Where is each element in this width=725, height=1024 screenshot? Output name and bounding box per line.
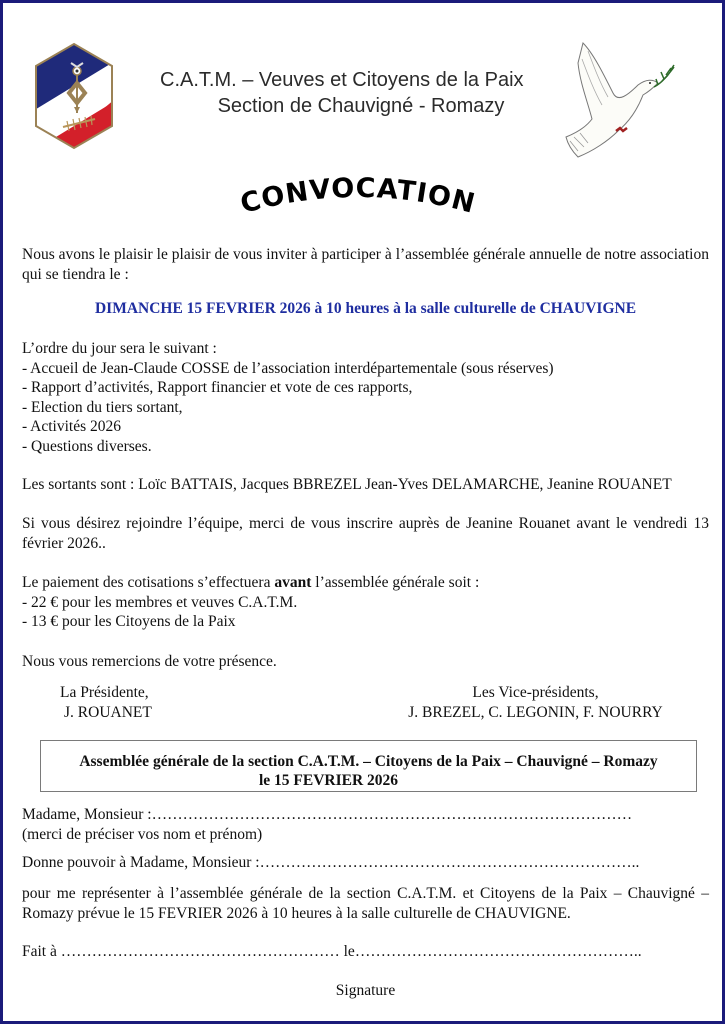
payment-text: [22, 573, 709, 593]
organization-header: [155, 67, 555, 119]
payment-text-start: Le paiement des cotisations s’effectuera: [22, 574, 275, 591]
agenda-item: - Rapport d’activités, Rapport financier et vote de ces rapports,: [22, 379, 413, 397]
place-blank[interactable]: ………………………………………………: [56, 943, 344, 960]
payment-section: [22, 573, 709, 632]
president-title: La Présidente,: [60, 684, 149, 701]
proxy-name-blank[interactable]: ………………………………………………………………..: [259, 854, 640, 871]
catm-shield-logo-icon: [33, 41, 115, 151]
vice-presidents-signatory: [393, 683, 678, 722]
agenda-heading: L’ordre du jour sera le suivant :: [22, 340, 217, 357]
svg-text:CONVOCATION: [237, 175, 478, 220]
proxy-name-label: Donne pouvoir à Madame, Monsieur :: [22, 854, 260, 871]
member-name-blank[interactable]: …………………………………………………………………………………: [151, 806, 633, 823]
agenda-item: - Accueil de Jean-Claude COSSE de l’association interdépartementale (sous réserves): [22, 359, 554, 377]
represent-text: pour me représenter à l’assemblée générale de la section C.A.T.M. et Citoyens de la Paix – Chauvigné – Romazy prévue le 15 FEVRIER 2026 à 10 heures à la salle culturelle de CHAUVIGNE.: [22, 885, 709, 922]
agenda-item: - Questions diverses.: [22, 437, 152, 455]
proxy-box-line2: le 15 FEVRIER 2026: [258, 772, 399, 789]
signature-label: Signature: [335, 982, 396, 999]
date-blank[interactable]: ………………………………………………..: [354, 943, 642, 960]
title-text: CONVOCATION: [237, 175, 479, 220]
join-team-text: Si vous désirez rejoindre l’équipe, merci de vous inscrire auprès de Jeanine Rouanet avant le vendredi 13 février 2026..: [22, 515, 709, 552]
fee-item: - 22 € pour les membres et veuves C.A.T.M.: [22, 593, 298, 611]
agenda-item: - Activités 2026: [22, 418, 122, 436]
section-name: Section de Chauvigné - Romazy: [217, 95, 505, 117]
proxy-name-field[interactable]: [22, 853, 709, 873]
member-name-field[interactable]: [22, 805, 709, 844]
outgoing-members: Les sortants sont : Loïc BATTAIS, Jacques BBREZEL Jean-Yves DELAMARCHE, Jeanine ROUANET: [22, 476, 672, 493]
vice-presidents-names: J. BREZEL, C. LEGONIN, F. NOURRY: [408, 703, 663, 721]
thanks-text: Nous vous remercions de votre présence.: [22, 653, 277, 670]
agenda-item: - Election du tiers sortant,: [22, 398, 183, 416]
peace-dove-icon: [558, 33, 678, 168]
member-name-hint: (merci de préciser vos nom et prénom): [22, 825, 263, 843]
organization-name: C.A.T.M. – Veuves et Citoyens de la Paix: [160, 69, 524, 91]
document-title: [223, 175, 493, 225]
member-name-label: Madame, Monsieur :: [22, 806, 152, 823]
agenda-section: [22, 339, 709, 457]
president-name: J. ROUANET: [64, 703, 152, 721]
proxy-form-header-box: [40, 740, 697, 792]
date-label: le: [343, 943, 355, 960]
fee-item: - 13 € pour les Citoyens de la Paix: [22, 613, 236, 631]
proxy-box-line1: Assemblée générale de la section C.A.T.M. – Citoyens de la Paix – Chauvigné – Romazy: [79, 753, 658, 770]
president-signatory: [60, 683, 152, 722]
vice-presidents-title: Les Vice-présidents,: [472, 684, 599, 701]
place-label: Fait à: [22, 943, 57, 960]
payment-text-end: l’assemblée générale soit :: [311, 574, 480, 591]
intro-paragraph: Nous avons le plaisir le plaisir de vous inviter à participer à l’assemblée générale annuelle de notre association qui se tiendra le :: [22, 246, 709, 283]
payment-emphasis: avant: [274, 574, 312, 591]
place-date-field[interactable]: [22, 942, 709, 962]
event-date-line: DIMANCHE 15 FEVRIER 2026 à 10 heures à la salle culturelle de CHAUVIGNE: [94, 300, 637, 317]
